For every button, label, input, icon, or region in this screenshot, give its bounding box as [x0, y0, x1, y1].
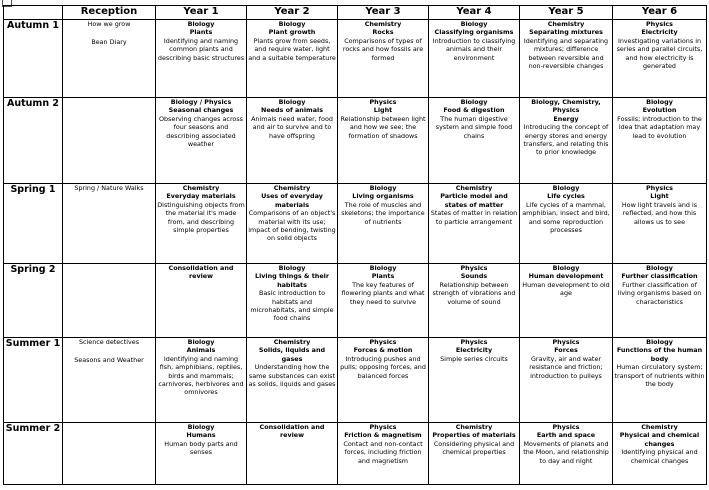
- topic-cell-y6: [613, 423, 707, 485]
- subject-label: Consolidation and review: [168, 264, 234, 281]
- term-label: Summer 2: [4, 423, 63, 485]
- topic-title: Properties of materials: [432, 431, 516, 440]
- topic-cell-y4: [429, 20, 520, 98]
- topic-title: Plants: [371, 272, 395, 281]
- curriculum-table: [3, 5, 707, 485]
- topic-description: Basic introduction to habitats and microhabitats, and simple food chains: [250, 289, 334, 323]
- subject-label: Physics: [460, 338, 488, 346]
- term-row: [4, 184, 707, 264]
- topic-cell-y5: [520, 98, 613, 184]
- topic-title: Plants: [189, 28, 213, 37]
- topic-description: Human circulatory system; transport of nutrients within the body: [614, 363, 705, 389]
- subject-label: Physics: [646, 20, 673, 28]
- topic-title: Plant growth: [268, 28, 316, 37]
- topic-description: Further classification of living organisms based on characteristics: [617, 280, 702, 306]
- term-row: [4, 98, 707, 184]
- topic-description: Investigating variations in series and parallel circuits, and how electricity is generated: [616, 36, 703, 71]
- subject-label: Biology: [552, 264, 580, 272]
- topic-cell-y5: [520, 184, 613, 264]
- topic-cell-y6: [613, 338, 707, 423]
- topic-cell-y5: [520, 338, 613, 423]
- topic-title: Earth and space: [536, 431, 596, 440]
- topic-title: Further classification: [621, 272, 698, 281]
- reception-cell: [63, 98, 156, 184]
- topic-cell-y4: [429, 98, 520, 184]
- topic-title: Electricity: [641, 28, 678, 37]
- topic-title: Animals: [186, 346, 216, 355]
- reception-cell: [63, 264, 156, 338]
- topic-description: Considering physical and chemical properties: [433, 439, 515, 457]
- topic-title: Classifying organisms: [434, 28, 514, 37]
- subject-label: Chemistry: [455, 184, 493, 192]
- topic-title: Evolution: [642, 106, 677, 115]
- reception-topic: Bean Diary: [91, 38, 127, 46]
- topic-description: Plants grow from seeds, and require water, light and a suitable temperature: [248, 36, 336, 62]
- subject-label: Physics: [369, 338, 397, 346]
- subject-label: Biology: [187, 423, 215, 431]
- subject-label: Biology, Chemistry, Physics: [531, 98, 601, 115]
- topic-title: Particle model and states of matter: [440, 192, 508, 209]
- term-row: [4, 423, 707, 485]
- topic-cell-y2: [247, 184, 338, 264]
- topic-cell-y6: [613, 98, 707, 184]
- topic-cell-y1: [156, 264, 247, 338]
- topic-title: Everyday materials: [166, 192, 236, 201]
- topic-title: Light: [650, 192, 669, 201]
- topic-title: Light: [373, 106, 393, 115]
- topic-title: Energy: [553, 114, 579, 123]
- topic-description: Comparisons of types of rocks and how fossils are formed: [342, 36, 424, 62]
- subject-label: Chemistry: [273, 184, 311, 192]
- topic-title: Life cycles: [547, 192, 585, 201]
- topic-cell-y3: [338, 98, 429, 184]
- header-reception: Reception: [63, 6, 156, 20]
- topic-cell-y2: [247, 98, 338, 184]
- topic-description: Relationship between strength of vibrations and volume of sound: [432, 280, 516, 306]
- topic-cell-y2: [247, 338, 338, 423]
- reception-cell: [63, 338, 156, 423]
- reception-topic: Science detectives: [78, 338, 140, 346]
- term-label: Autumn 1: [4, 20, 63, 98]
- topic-description: Relationship between light and how we see; the formation of shadows: [340, 114, 426, 140]
- topic-description: Identifying and separating mixtures; difference between reversible and non-reversible changes: [523, 36, 609, 71]
- topic-cell-y1: [156, 423, 247, 485]
- header-year2: Year 2: [247, 6, 338, 20]
- topic-description: Fossils; introduction to the idea that adaptation may lead to evolution: [617, 114, 702, 140]
- topic-cell-y3: [338, 264, 429, 338]
- topic-description: Contact and non-contact forces, including friction and magnetism: [343, 439, 423, 465]
- topic-cell-y1: [156, 98, 247, 184]
- topic-title: Sounds: [460, 272, 488, 281]
- topic-title: Friction & magnetism: [344, 431, 422, 440]
- subject-label: Biology: [278, 98, 306, 106]
- topic-cell-y4: [429, 423, 520, 485]
- subject-label: Chemistry: [182, 184, 220, 192]
- topic-description: Understanding how the same substances can exist as solids, liquids and gases: [248, 363, 336, 389]
- reception-cell: [63, 184, 156, 264]
- topic-title: Electricity: [455, 346, 493, 355]
- topic-cell-y2: [247, 264, 338, 338]
- topic-description: Gravity, air and water resistance and friction; introduction to pulleys: [529, 354, 603, 380]
- reception-cell: [63, 423, 156, 485]
- topic-description: The role of muscles and skeletons; the importance of nutrients: [341, 200, 425, 226]
- topic-description: Life cycles of a mammal, amphibian, insect and bird, and some reproduction processes: [522, 200, 610, 235]
- topic-title: Food & digestion: [443, 106, 505, 115]
- subject-label: Biology: [646, 338, 673, 346]
- topic-description: How light travels and is reflected, and how this allows us to see: [621, 200, 698, 226]
- subject-label: Chemistry: [547, 20, 585, 28]
- subject-label: Chemistry: [455, 423, 493, 431]
- topic-description: Animals need water, food and air to survive and to have offspring: [251, 114, 333, 140]
- subject-label: Biology: [278, 20, 306, 28]
- subject-label: Biology: [460, 98, 488, 106]
- topic-title: Solids, liquids and gases: [258, 346, 326, 363]
- term-label: Spring 1: [4, 184, 63, 264]
- topic-description: Introducing pushes and pulls; opposing forces, and balanced forces: [340, 354, 426, 380]
- topic-cell-y3: [338, 184, 429, 264]
- subject-label: Biology: [278, 264, 306, 272]
- header-year4: Year 4: [429, 6, 520, 20]
- topic-title: Human development: [528, 272, 604, 281]
- topic-cell-y3: [338, 20, 429, 98]
- subject-label: Physics: [552, 423, 580, 431]
- topic-cell-y1: [156, 184, 247, 264]
- subject-label: Chemistry: [364, 20, 402, 28]
- header-term: [4, 6, 63, 20]
- topic-description: Observing changes across four seasons and describing associated weather: [158, 114, 244, 149]
- subject-label: Biology: [369, 264, 397, 272]
- reception-topic: Seasons and Weather: [74, 356, 144, 364]
- topic-description: Human development to old age: [522, 280, 610, 298]
- topic-title: Separating mixtures: [529, 28, 603, 37]
- subject-label: Physics: [369, 423, 397, 431]
- topic-title: Uses of everyday materials: [261, 192, 323, 209]
- term-row: [4, 264, 707, 338]
- header-year5: Year 5: [520, 6, 613, 20]
- topic-description: Human body parts and senses: [164, 439, 238, 457]
- topic-description: Introduction to classifying animals and their environment: [432, 36, 516, 62]
- reception-topic: Spring / Nature Walks: [74, 184, 144, 192]
- subject-label: Biology: [187, 338, 215, 346]
- subject-label: Biology: [187, 20, 215, 28]
- subject-label: Biology: [552, 184, 580, 192]
- term-label: Spring 2: [4, 264, 63, 338]
- header-row: [4, 6, 707, 20]
- topic-description: Distinguishing objects from the material it's made from, and describing simple properties: [157, 200, 245, 235]
- topic-cell-y1: [156, 338, 247, 423]
- topic-cell-y3: [338, 423, 429, 485]
- topic-title: Needs of animals: [260, 106, 324, 115]
- subject-label: Chemistry: [641, 423, 678, 431]
- header-year6: Year 6: [613, 6, 707, 20]
- topic-description: Movements of planets and the Moon, and relationship to day and night: [523, 439, 609, 465]
- term-row: [4, 338, 707, 423]
- topic-description: Simple series circuits: [440, 354, 508, 363]
- subject-label: Physics: [460, 264, 488, 272]
- subject-label: Physics: [646, 184, 673, 192]
- topic-description: Identifying and naming common plants and describing basic structures: [157, 36, 245, 62]
- term-row: [4, 20, 707, 98]
- topic-cell-y5: [520, 423, 613, 485]
- topic-title: Humans: [186, 431, 216, 440]
- subject-label: Biology / Physics: [170, 98, 232, 106]
- subject-label: Biology: [646, 264, 673, 272]
- topic-title: Forces: [554, 346, 578, 355]
- topic-title: Seasonal changes: [168, 106, 234, 115]
- topic-description: Identifying and naming fish, amphibians, reptiles, birds and mammals; carnivores, herbivores and omnivores: [158, 354, 244, 397]
- topic-description: States of matter in relation to particle arrangement: [430, 209, 518, 226]
- topic-description: The human digestive system and simple food chains: [435, 114, 513, 140]
- term-label: Summer 1: [4, 338, 63, 423]
- topic-cell-y3: [338, 338, 429, 423]
- reception-topic: How we grow: [87, 20, 131, 28]
- topic-cell-y5: [520, 20, 613, 98]
- subject-label: Consolidation and review: [259, 423, 325, 440]
- topic-description: Comparisons of an object's material with its use; impact of bending, twisting on solid objects: [248, 209, 336, 243]
- topic-cell-y5: [520, 264, 613, 338]
- topic-cell-y2: [247, 423, 338, 485]
- topic-cell-y1: [156, 20, 247, 98]
- reception-cell: [63, 20, 156, 98]
- topic-cell-y4: [429, 264, 520, 338]
- topic-cell-y6: [613, 264, 707, 338]
- topic-title: Physical and chemical changes: [619, 431, 700, 448]
- topic-cell-y6: [613, 184, 707, 264]
- topic-description: The key features of flowering plants and what they need to survive: [341, 280, 425, 306]
- subject-label: Physics: [369, 98, 397, 106]
- header-year1: Year 1: [156, 6, 247, 20]
- subject-label: Biology: [369, 184, 397, 192]
- topic-cell-y2: [247, 20, 338, 98]
- topic-title: Rocks: [372, 28, 394, 37]
- subject-label: Chemistry: [273, 338, 311, 346]
- term-label: Autumn 2: [4, 98, 63, 184]
- header-year3: Year 3: [338, 6, 429, 20]
- subject-label: Physics: [552, 338, 580, 346]
- topic-title: Living organisms: [352, 192, 414, 201]
- topic-title: Functions of the human body: [616, 346, 703, 363]
- topic-cell-y4: [429, 338, 520, 423]
- topic-description: Identifying physical and chemical changes: [621, 448, 698, 465]
- topic-cell-y6: [613, 20, 707, 98]
- subject-label: Biology: [460, 20, 488, 28]
- topic-description: Introducing the concept of energy stores and energy transfers, and relating this to prior knowledge: [523, 123, 609, 157]
- subject-label: Biology: [646, 98, 673, 106]
- topic-title: Living things & their habitats: [255, 272, 329, 289]
- topic-title: Forces & motion: [353, 346, 413, 355]
- topic-cell-y4: [429, 184, 520, 264]
